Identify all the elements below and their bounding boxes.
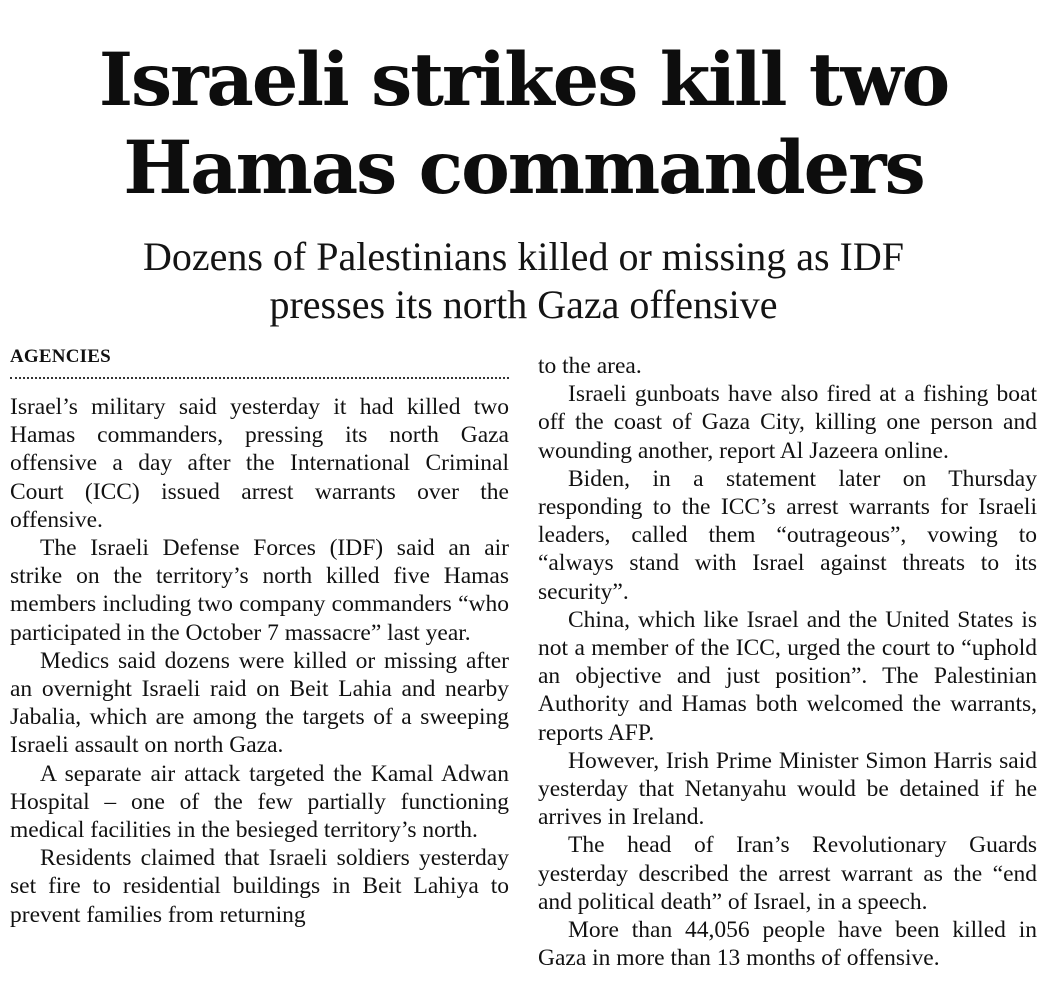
headline xyxy=(0,36,1047,212)
article-paragraph: Medics said dozens were killed or missing after an overnight Israeli raid on Beit Lahia and nearby Jabalia, which are among the targets of a sweeping Israeli assault on north Gaza. xyxy=(10,647,509,759)
article-paragraph: Biden, in a statement later on Thursday responding to the ICC’s arrest warrants for Israeli leaders, called them “outrageous”, vowing to “always stand with Israel against threats to its security”. xyxy=(538,465,1037,605)
article-paragraph: The Israeli Defense Forces (IDF) said an air strike on the territory’s north killed five Hamas members including two company commanders “who participated in the October 7 massacre” last year. xyxy=(10,535,509,646)
article-paragraph: The head of Iran’s Revolutionary Guards yesterday described the arrest warrant as the “end and political death” of Israel, in a speech. xyxy=(538,832,1037,915)
article-paragraph: Residents claimed that Israeli soldiers yesterday set fire to residential buildings in Beit Lahiya to prevent families from returning xyxy=(10,845,509,928)
subheadline xyxy=(0,233,1047,329)
article-paragraph-continued: to the area. xyxy=(538,353,642,379)
article-column-left xyxy=(10,345,509,929)
article-paragraph: Israeli gunboats have also fired at a fishing boat off the coast of Gaza City, killing one person and wounding another, report Al Jazeera online. xyxy=(538,381,1037,464)
article-paragraph: Israel’s military said yesterday it had killed two Hamas commanders, pressing its north Gaza offensive a day after the International Criminal Court (ICC) issued arrest warrants over the offensive. xyxy=(10,394,509,533)
subheadline-line-2: presses its north Gaza offensive xyxy=(269,282,778,327)
headline-line-2: Hamas commanders xyxy=(123,125,924,211)
article-paragraph: China, which like Israel and the United States is not a member of the ICC, urged the court to “uphold an objective and just position”. The Palestinian Authority and Hamas both welcomed the warrants, reports AFP. xyxy=(538,606,1037,746)
byline: AGENCIES xyxy=(10,345,509,379)
article-paragraph: More than 44,056 people have been killed in Gaza in more than 13 months of offensive. xyxy=(538,917,1037,972)
article-paragraph: However, Irish Prime Minister Simon Harris said yesterday that Netanyahu would be detained if he arrives in Ireland. xyxy=(538,747,1037,831)
subheadline-line-1: Dozens of Palestinians killed or missing as IDF xyxy=(142,234,905,279)
headline-line-1: Israeli strikes kill two xyxy=(98,37,949,123)
article-paragraph: A separate air attack targeted the Kamal Adwan Hospital – one of the few partially functioning medical facilities in the besieged territory’s north. xyxy=(10,760,509,844)
article-column-right xyxy=(538,352,1037,972)
